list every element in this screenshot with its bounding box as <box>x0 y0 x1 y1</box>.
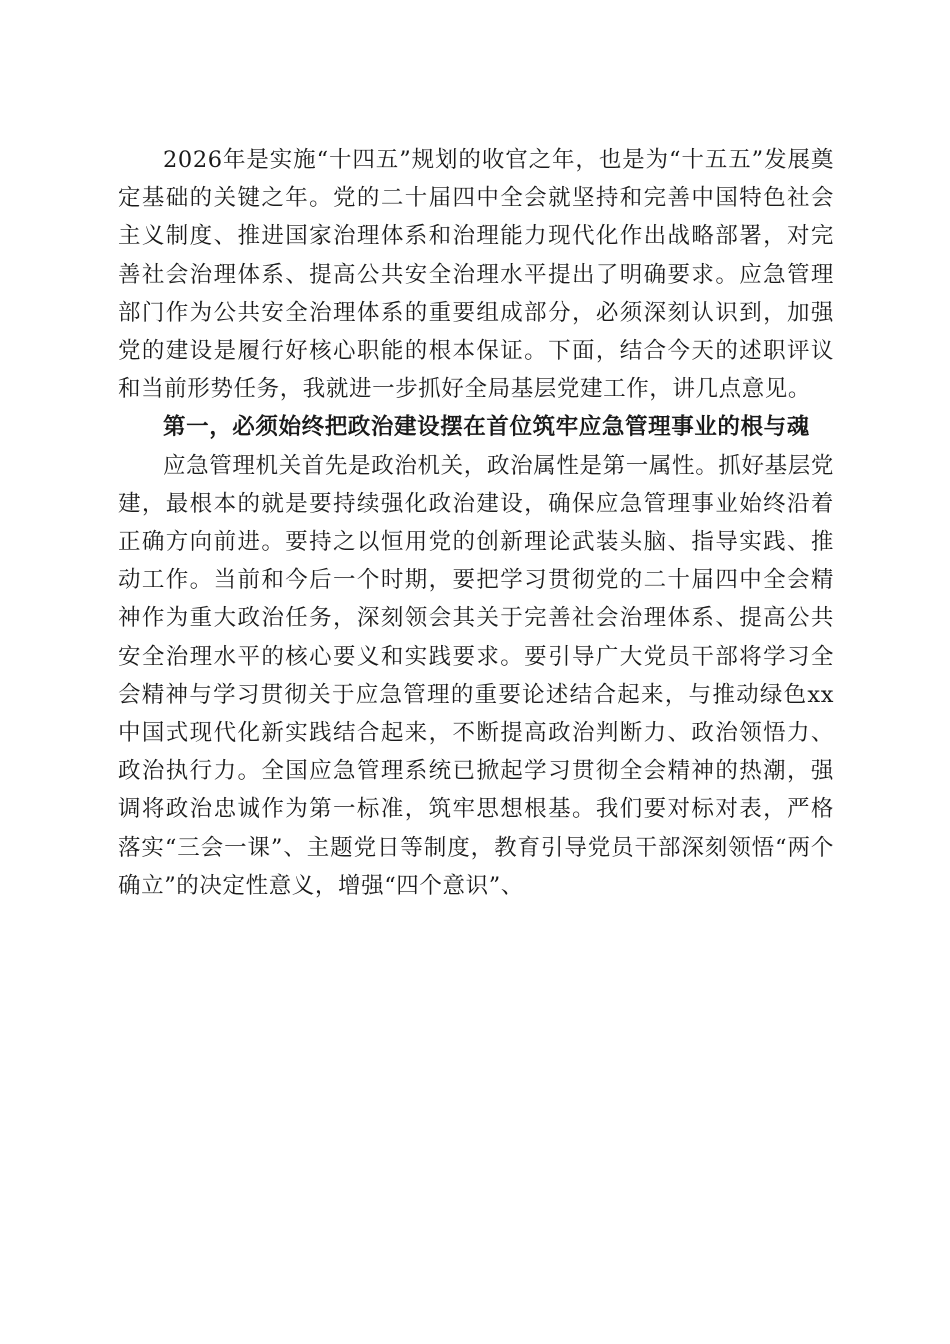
section-heading-first: 第一，必须始终把政治建设摆在首位筑牢应急管理事业的根与魂 <box>163 414 810 441</box>
document-body <box>118 141 834 905</box>
intro-paragraph: 2026年是实施“十四五”规划的收官之年，也是为“十五五”发展奠定基础的关键之年。党的二十届四中全会就坚持和完善中国特色社会主义制度、推进国家治理体系和治理能力现代化作出战略部署，对完善社会治理体系、提高公共安全治理水平提出了明确要求。应急管理部门作为公共安全治理体系的重要组成部分，必须深刻认识到，加强党的建设是履行好核心职能的根本保证。下面，结合今天的述职评议和当前形势任务，我就进一步抓好全局基层党建工作，讲几点意见。 <box>118 147 834 403</box>
section-one-paragraph: 应急管理机关首先是政治机关，政治属性是第一属性。抓好基层党建，最根本的就是要持续强化政治建设，确保应急管理事业始终沿着正确方向前进。要持之以恒用党的创新理论武装头脑、指导实践、推动工作。当前和今后一个时期，要把学习贯彻党的二十届四中全会精神作为重大政治任务，深刻领会其关于完善社会治理体系、提高公共安全治理水平的核心要义和实践要求。要引导广大党员干部将学习全会精神与学习贯彻关于应急管理的重要论述结合起来，与推动绿色xx中国式现代化新实践结合起来，不断提高政治判断力、政治领悟力、政治执行力。全国应急管理系统已掀起学习贯彻全会精神的热潮，强调将政治忠诚作为第一标准，筑牢思想根基。我们要对标对表，严格落实“三会一课”、主题党日等制度，教育引导党员干部深刻领悟“两个确立”的决定性意义，增强“四个意识”、 <box>118 452 834 899</box>
